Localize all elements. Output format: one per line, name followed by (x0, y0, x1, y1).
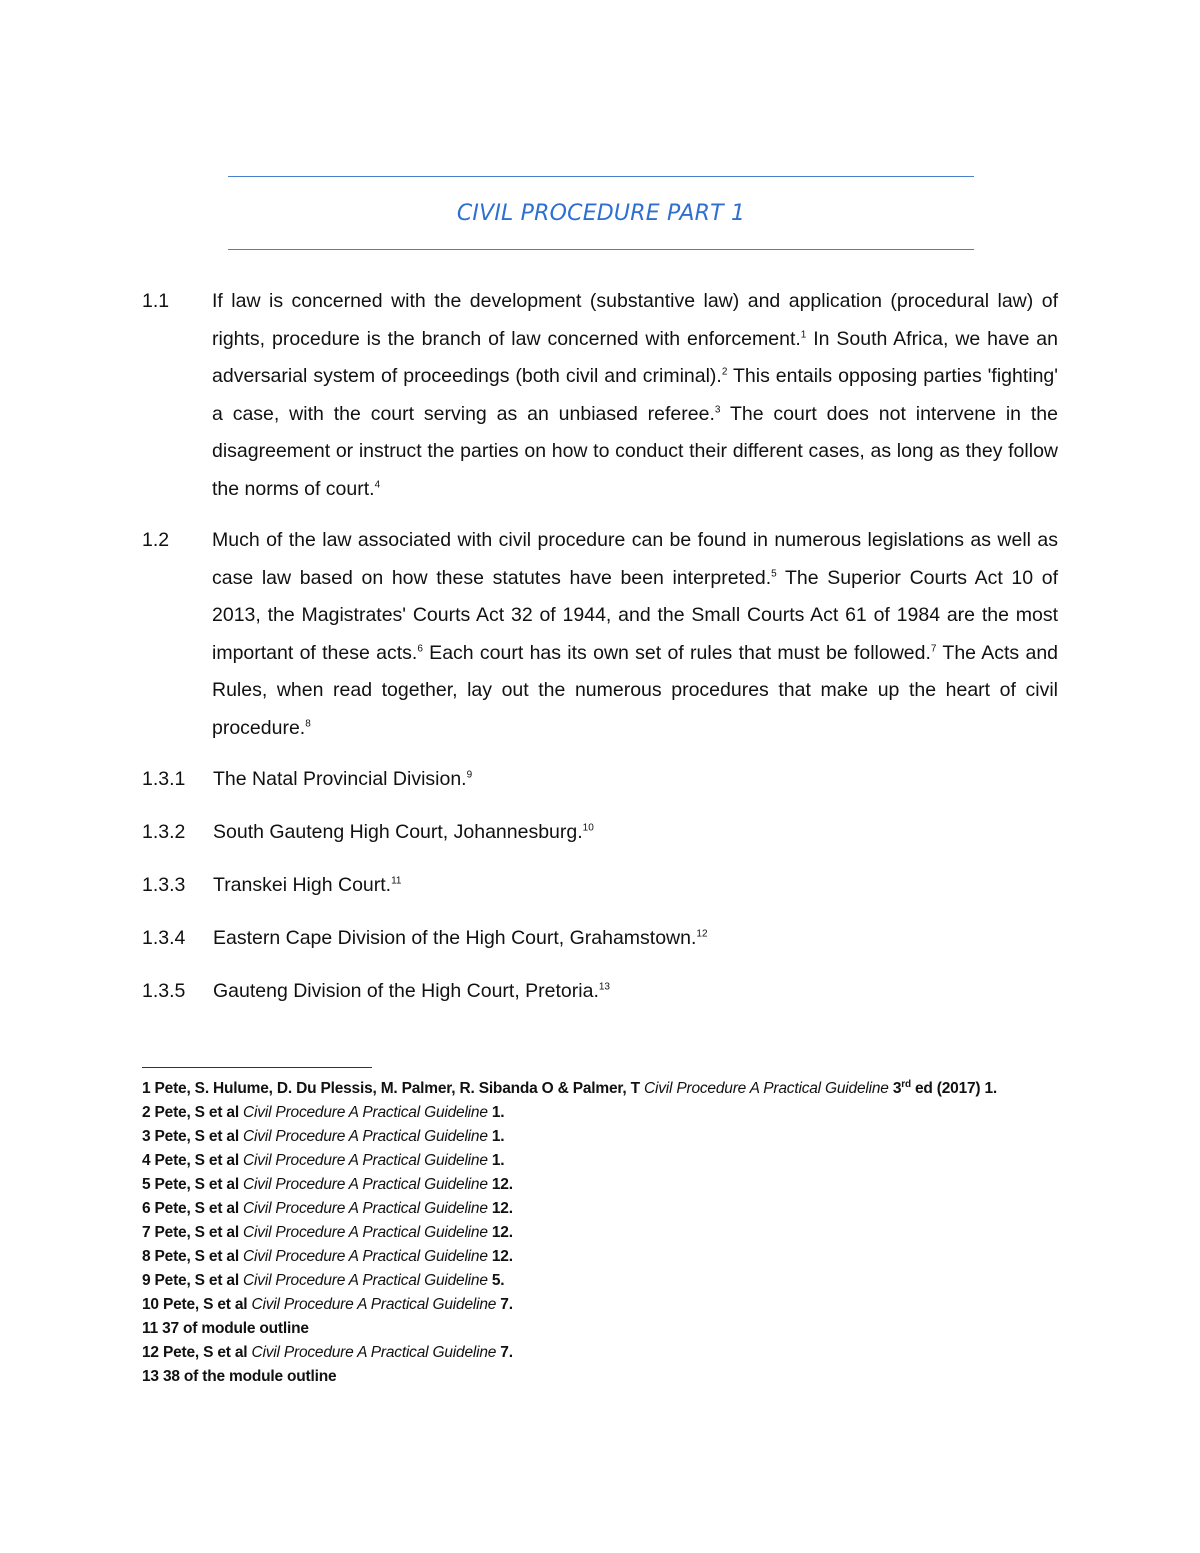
footnote-ref[interactable]: 11 (391, 875, 402, 887)
footnote-source: 6 Pete, S et al (142, 1200, 244, 1217)
footnote-page: 1. (487, 1152, 505, 1169)
paragraph-text: The Acts and Rules, when read together, lay out the numerous procedures that make up the heart of civil procedure. (212, 641, 1059, 739)
paragraph-text: The court does not intervene in the disagreement or instruct the parties on how to conduct their different cases, as long as they follow the norms of court. (212, 402, 1058, 500)
footnote (142, 1125, 1062, 1149)
footnote-ref[interactable]: 13 (598, 981, 610, 993)
footnote-title: Civil Procedure A Practical Guideline (243, 1224, 488, 1241)
footnote (142, 1245, 1062, 1269)
list-item (142, 925, 708, 951)
footnote-source: 10 Pete, S et al (142, 1296, 252, 1313)
footnote-ref[interactable]: 3 (714, 404, 721, 415)
footnote-title: Civil Procedure A Practical Guideline (243, 1248, 488, 1265)
footnote-source: 1 Pete, S. Hulume, D. Du Plessis, M. Palmer, R. Sibanda O & Palmer, T (142, 1080, 644, 1097)
footnote-source: 12 Pete, S et al (142, 1344, 252, 1361)
footnotes (142, 1077, 1062, 1389)
list-item (142, 978, 610, 1004)
footnote (142, 1221, 1062, 1245)
footnote-source: 9 Pete, S et al (142, 1272, 244, 1289)
item-number: 1.3.2 (142, 821, 186, 843)
footnote-title: Civil Procedure A Practical Guideline (243, 1152, 488, 1169)
item-text: Eastern Cape Division of the High Court, Grahamstown. (213, 927, 697, 949)
paragraph-text: If law is concerned with the development (substantive law) and application (procedural law) of rights, procedure is the branch of law concerned with enforcement. (212, 290, 1058, 350)
footnote-title: Civil Procedure A Practical Guideline (243, 1128, 488, 1145)
footnote-ref[interactable]: 9 (466, 769, 473, 781)
paragraph-number: 1.2 (142, 529, 170, 551)
footnote-title: Civil Procedure A Practical Guideline (251, 1344, 497, 1361)
footnote-page: 7. (496, 1296, 513, 1313)
footnote-source: 5 Pete, S et al (142, 1176, 244, 1193)
footnote (142, 1173, 1062, 1197)
footnote-source: 11 37 of module outline (142, 1320, 309, 1337)
paragraph-text: Each court has its own set of rules that must be followed. (422, 641, 931, 664)
document-title: CIVIL PROCEDURE PART 1 (456, 201, 746, 226)
list-item (142, 819, 594, 845)
footnote (142, 1341, 1062, 1365)
footnote-page: 5. (487, 1272, 505, 1289)
footnote-page: 12. (487, 1200, 513, 1217)
footnote (142, 1197, 1062, 1221)
paragraph-text: In South Africa, we have an adversarial system of proceedings (both civil and criminal). (212, 327, 1058, 387)
footnote-page: 1. (487, 1104, 505, 1121)
paragraph-1-1 (142, 283, 1058, 508)
footnote (142, 1269, 1062, 1293)
footnote-title: Civil Procedure A Practical Guideline (243, 1200, 488, 1217)
footnote-page: 1. (487, 1128, 505, 1145)
item-text: South Gauteng High Court, Johannesburg. (213, 821, 583, 843)
footnote (142, 1077, 1062, 1101)
list-item (142, 766, 472, 792)
footnote-page: 12. (487, 1176, 513, 1193)
item-number: 1.3.5 (142, 980, 186, 1002)
title-bottom-rule (228, 249, 974, 250)
paragraph-1-2 (142, 522, 1058, 747)
footnote-ref[interactable]: 10 (582, 822, 594, 834)
footnote-ref[interactable]: 2 (721, 366, 728, 378)
paragraph-text: The Superior Courts Act 10 of 2013, the Magistrates' Courts Act 32 of 1944, and the Small Courts Act 61 of 1984 are the most important of these acts. (212, 566, 1058, 664)
footnote-ref[interactable]: 1 (800, 329, 807, 340)
footnote-ref[interactable]: 8 (305, 718, 311, 729)
paragraph-body (212, 283, 1058, 508)
item-number: 1.3.3 (142, 874, 186, 896)
item-text: Transkei High Court. (213, 874, 392, 896)
footnote (142, 1293, 1062, 1317)
footnote (142, 1149, 1062, 1173)
footnote-page: 12. (487, 1248, 513, 1265)
footnote-edition-suffix: rd (901, 1078, 911, 1090)
footnote-ref[interactable]: 5 (771, 568, 777, 579)
footnote-source: 8 Pete, S et al (142, 1248, 244, 1265)
footnote (142, 1101, 1062, 1125)
footnote-title: Civil Procedure A Practical Guideline (643, 1080, 889, 1097)
footnote-source: 13 38 of the module outline (142, 1368, 337, 1385)
footnote-edition: 3 (888, 1080, 902, 1097)
footnote-source: 3 Pete, S et al (142, 1128, 244, 1145)
footnote-ref[interactable]: 7 (930, 643, 937, 654)
paragraph-number: 1.1 (142, 290, 170, 312)
footnote-ref[interactable]: 12 (696, 928, 708, 940)
footnote-separator (142, 1067, 372, 1068)
paragraph-text: This entails opposing parties 'fighting' a case, with the court serving as an unbiased referee. (212, 365, 1059, 425)
footnote-ref[interactable]: 6 (417, 643, 423, 654)
footnote-page: 12. (487, 1224, 513, 1241)
footnote-title: Civil Procedure A Practical Guideline (243, 1272, 488, 1289)
footnote-title: Civil Procedure A Practical Guideline (243, 1104, 488, 1121)
item-number: 1.3.1 (142, 768, 186, 790)
footnote-source: 4 Pete, S et al (142, 1152, 244, 1169)
footnote (142, 1365, 1062, 1389)
footnote (142, 1317, 1062, 1341)
item-text: The Natal Provincial Division. (213, 768, 467, 790)
list-item (142, 872, 401, 898)
item-text: Gauteng Division of the High Court, Pretoria. (213, 980, 599, 1002)
footnote-source: 2 Pete, S et al (142, 1104, 244, 1121)
paragraph-body (212, 522, 1058, 747)
footnote-page: 7. (496, 1344, 513, 1361)
footnote-title: Civil Procedure A Practical Guideline (243, 1176, 488, 1193)
item-number: 1.3.4 (142, 927, 186, 949)
footnote-source: 7 Pete, S et al (142, 1224, 244, 1241)
paragraph-text: Much of the law associated with civil procedure can be found in numerous legislations as well as case law based on how these statutes have been interpreted. (212, 529, 1058, 589)
footnote-ref[interactable]: 4 (374, 479, 381, 490)
title-block (228, 176, 974, 250)
footnote-title: Civil Procedure A Practical Guideline (251, 1296, 497, 1313)
footnote-page: ed (2017) 1. (910, 1080, 997, 1097)
